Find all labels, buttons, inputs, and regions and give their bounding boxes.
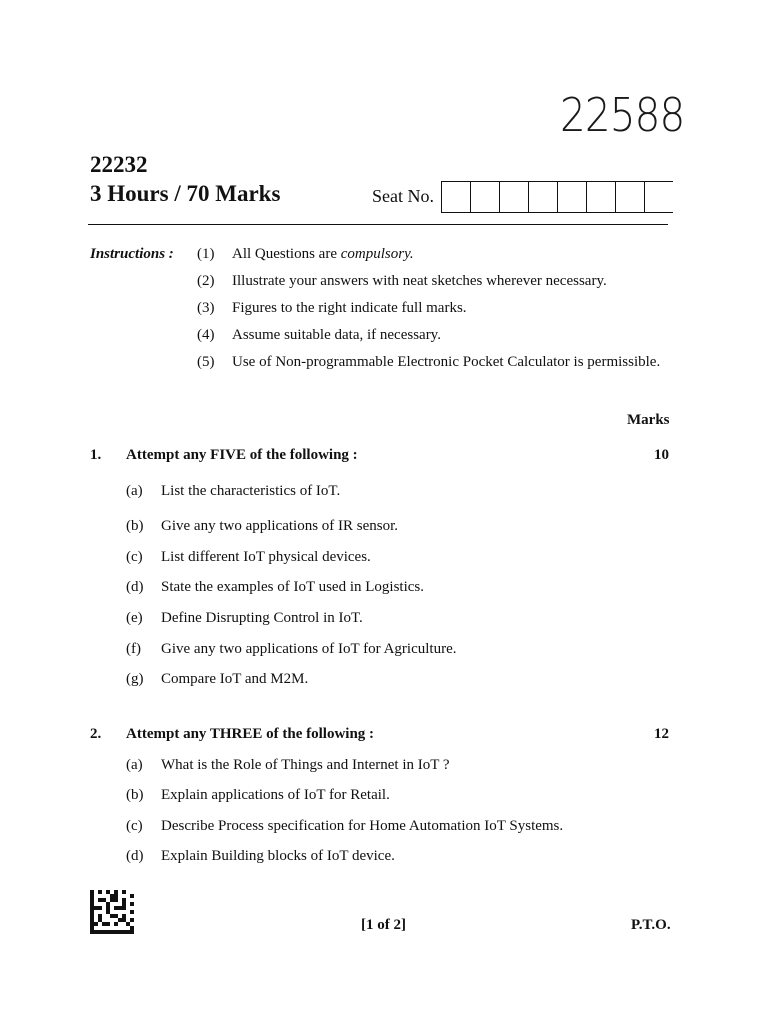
question-number: 2.	[90, 726, 102, 742]
instruction-number: (2)	[197, 273, 215, 289]
paper-code: 22588	[560, 88, 685, 142]
seat-box[interactable]	[528, 182, 557, 212]
sub-question-label: (d)	[126, 848, 144, 864]
instruction-number: (5)	[197, 354, 215, 370]
sub-question-label: (c)	[126, 549, 143, 565]
sub-question-label: (d)	[126, 579, 144, 595]
sub-question-text: Explain Building blocks of IoT device.	[161, 848, 395, 864]
sub-question-text: What is the Role of Things and Internet in IoT ?	[161, 757, 450, 773]
seat-number-boxes[interactable]	[441, 181, 673, 213]
sub-question-text: List different IoT physical devices.	[161, 549, 371, 565]
marks-column-heading: Marks	[627, 412, 670, 428]
sub-question-label: (b)	[126, 787, 144, 803]
seat-box[interactable]	[557, 182, 586, 212]
instruction-number: (1)	[197, 246, 215, 262]
sub-question-label: (e)	[126, 610, 143, 626]
sub-question-text: State the examples of IoT used in Logistics.	[161, 579, 425, 595]
seat-box[interactable]	[441, 182, 470, 212]
sub-question-label: (a)	[126, 483, 143, 499]
question-heading: Attempt any THREE of the following :	[126, 726, 375, 742]
seat-box[interactable]	[644, 182, 673, 212]
seat-number-label: Seat No.	[372, 186, 434, 206]
instruction-number: (4)	[197, 327, 215, 343]
sub-question-text: List the characteristics of IoT.	[161, 483, 341, 499]
sub-question-text: Explain applications of IoT for Retail.	[161, 787, 390, 803]
instruction-text-plain: All Questions are	[232, 246, 341, 262]
instruction-text-emphasis: compulsory.	[340, 246, 414, 262]
instruction-text: Illustrate your answers with neat sketches wherever necessary.	[232, 273, 607, 289]
question-marks: 10	[654, 447, 669, 463]
sub-question-label: (b)	[126, 518, 144, 534]
sub-question-label: (g)	[126, 671, 144, 687]
instruction-text: Use of Non-programmable Electronic Pocket Calculator is permissible.	[232, 354, 661, 370]
subject-code: 22232	[90, 152, 148, 177]
sub-question-text: Describe Process specification for Home Automation IoT Systems.	[161, 818, 564, 834]
duration-marks: 3 Hours / 70 Marks	[90, 181, 281, 206]
instruction-text: Figures to the right indicate full marks.	[232, 300, 467, 316]
instruction-text: Assume suitable data, if necessary.	[232, 327, 441, 343]
sub-question-text: Define Disrupting Control in IoT.	[161, 610, 363, 626]
sub-question-label: (a)	[126, 757, 143, 773]
sub-question-label: (c)	[126, 818, 143, 834]
seat-box[interactable]	[499, 182, 528, 212]
instruction-text	[232, 246, 414, 263]
sub-question-text: Compare IoT and M2M.	[161, 671, 309, 687]
seat-box[interactable]	[586, 182, 615, 212]
header-divider	[88, 224, 668, 225]
sub-question-text: Give any two applications of IoT for Agriculture.	[161, 641, 457, 657]
instruction-number: (3)	[197, 300, 215, 316]
please-turn-over: P.T.O.	[631, 917, 671, 933]
seat-box[interactable]	[470, 182, 499, 212]
question-heading: Attempt any FIVE of the following :	[126, 447, 358, 463]
question-number: 1.	[90, 447, 102, 463]
barcode-icon	[90, 890, 134, 934]
question-marks: 12	[654, 726, 669, 742]
instructions-label: Instructions :	[90, 246, 174, 262]
seat-box[interactable]	[615, 182, 644, 212]
sub-question-label: (f)	[126, 641, 141, 657]
sub-question-text: Give any two applications of IR sensor.	[161, 518, 399, 534]
page-number: [1 of 2]	[361, 917, 406, 933]
